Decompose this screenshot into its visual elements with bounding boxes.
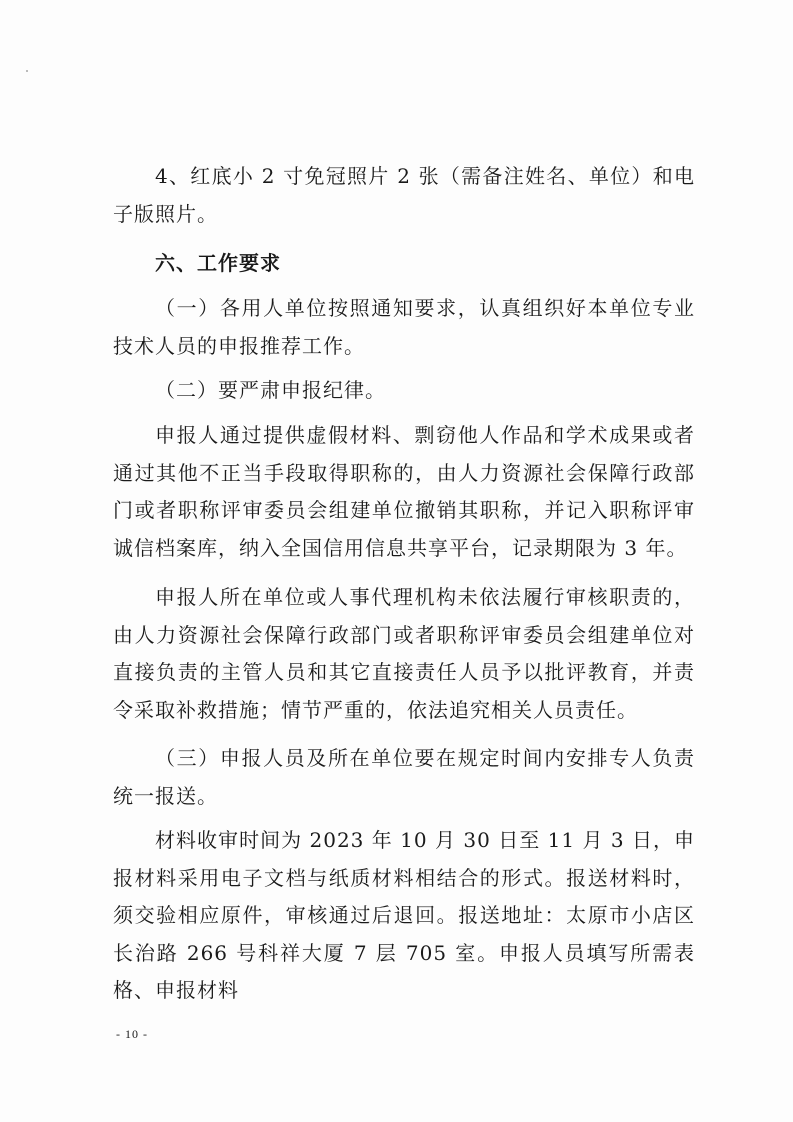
requirement-2: （二）要严肃申报纪律。 bbox=[155, 378, 386, 402]
requirement-1: （一）各用人单位按照通知要求，认真组织好本单位专业技术人员的申报推荐工作。 bbox=[113, 296, 695, 358]
paragraph-false-materials: 申报人通过提供虚假材料、剽窃他人作品和学术成果或者通过其他不正当手段取得职称的，由人力资源社会保障行政部门或者职称评审委员会组建单位撤销其职称，并记入职称评审诚信档案库，纳入全国信用信息共享平台，记录期限为 3 年。 bbox=[113, 423, 695, 560]
item-4-photo: 4、红底小 2 寸免冠照片 2 张（需备注姓名、单位）和电子版照片。 bbox=[113, 164, 695, 226]
section-title: 六、工作要求 bbox=[155, 251, 281, 275]
scan-mark bbox=[26, 70, 28, 72]
paragraph-unit-duty: 申报人所在单位或人事代理机构未依法履行审核职责的，由人力资源社会保障行政部门或者职称评审委员会组建单位对直接负责的主管人员和其它直接责任人员予以批评教育，并责令采取补救措施；情节严重的，依法追究相关人员责任。 bbox=[113, 585, 695, 722]
paragraph-submission: 材料收审时间为 2023 年 10 月 30 日至 11 月 3 日，申报材料采用电子文档与纸质材料相结合的形式。报送材料时，须交验相应原件，审核通过后退回。报送地址：太原市小店区长治路 266 号科祥大厦 7 层 705 室。申报人员填写所需表格、申报材料 bbox=[113, 828, 695, 1002]
requirement-3: （三）申报人员及所在单位要在规定时间内安排专人负责统一报送。 bbox=[113, 746, 695, 808]
page-number: - 10 - bbox=[116, 1027, 148, 1041]
